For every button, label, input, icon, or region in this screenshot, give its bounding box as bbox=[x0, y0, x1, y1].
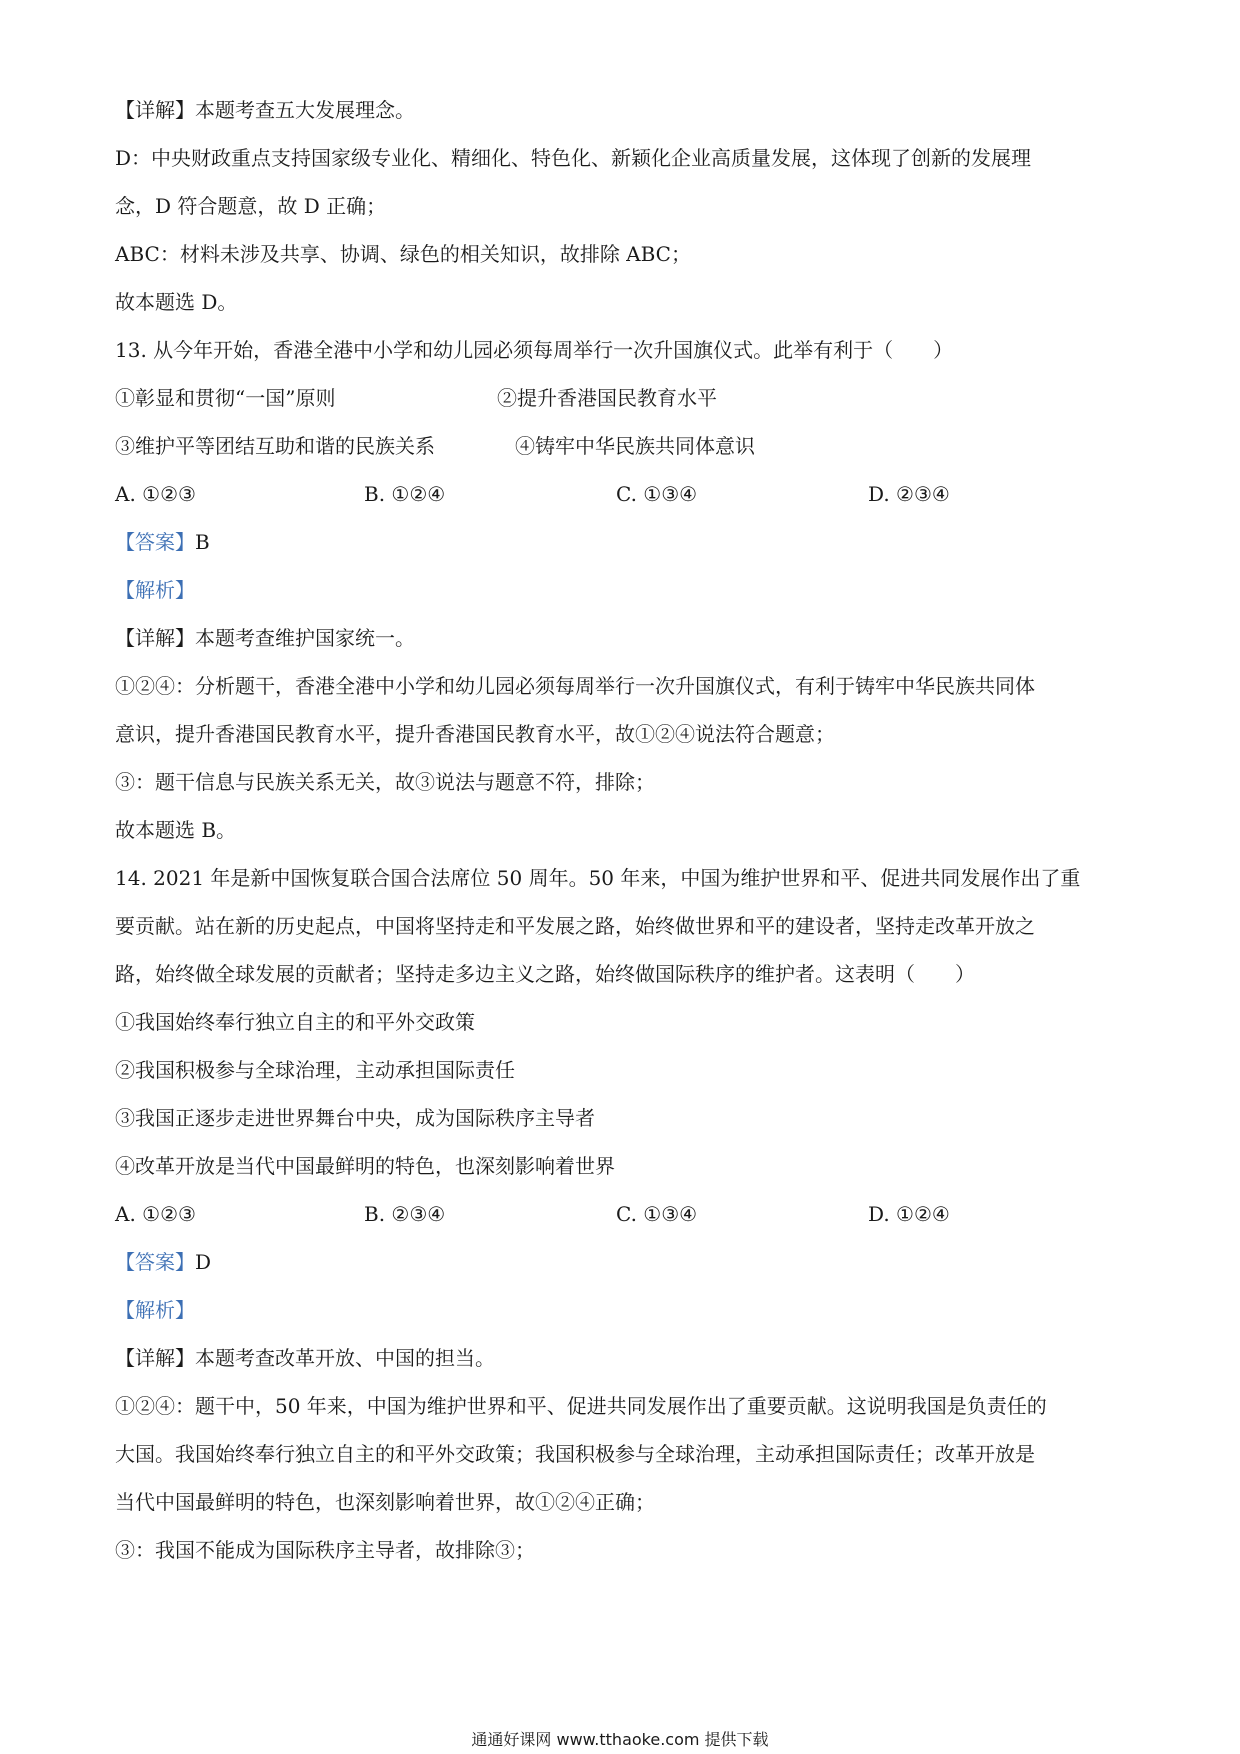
q14-option-a: A. ①②③ bbox=[115, 1202, 196, 1226]
q14-stem-line1: 14. 2021 年是新中国恢复联合国合法席位 50 周年。50 年来，中国为维护世界和平、促进共同发展作出了重 bbox=[115, 866, 1081, 890]
q14-item-1: ①我国始终奉行独立自主的和平外交政策 bbox=[115, 1010, 475, 1034]
q14-detail: 【详解】本题考查改革开放、中国的担当。 bbox=[115, 1346, 495, 1370]
q14-option-c: C. ①③④ bbox=[616, 1202, 698, 1226]
q14-option-d: D. ①②④ bbox=[868, 1202, 950, 1226]
q13-option-a: A. ①②③ bbox=[115, 482, 196, 506]
q13-analysis-label: 【解析】 bbox=[115, 578, 195, 602]
q14-explanation-1-line3: 当代中国最鲜明的特色，也深刻影响着世界，故①②④正确； bbox=[115, 1490, 655, 1514]
q14-item-2: ②我国积极参与全球治理，主动承担国际责任 bbox=[115, 1058, 515, 1082]
q12-explanation-abc: ABC：材料未涉及共享、协调、绿色的相关知识，故排除 ABC； bbox=[115, 242, 691, 266]
q14-stem-line2: 要贡献。站在新的历史起点，中国将坚持走和平发展之路，始终做世界和平的建设者，坚持走改革开放之 bbox=[115, 914, 1035, 938]
q13-item-1: ①彰显和贯彻“一国”原则 bbox=[115, 386, 336, 410]
page-footer: 通通好课网 www.tthaoke.com 提供下载 bbox=[471, 1730, 769, 1749]
q14-analysis-label: 【解析】 bbox=[115, 1298, 195, 1322]
q13-explanation-2: ③：题干信息与民族关系无关，故③说法与题意不符，排除； bbox=[115, 770, 655, 794]
q13-item-2: ②提升香港国民教育水平 bbox=[497, 386, 717, 410]
q12-conclusion: 故本题选 D。 bbox=[115, 290, 238, 314]
q14-answer bbox=[115, 1248, 211, 1276]
q13-explanation-1-line2: 意识，提升香港国民教育水平，提升香港国民教育水平，故①②④说法符合题意； bbox=[115, 722, 835, 746]
q14-explanation-2: ③：我国不能成为国际秩序主导者，故排除③； bbox=[115, 1538, 535, 1562]
q14-item-4: ④改革开放是当代中国最鲜明的特色，也深刻影响着世界 bbox=[115, 1154, 615, 1178]
q14-answer-label: 【答案】 bbox=[115, 1250, 195, 1274]
q14-answer-value: D bbox=[195, 1250, 212, 1274]
q13-stem: 13. 从今年开始，香港全港中小学和幼儿园必须每周举行一次升国旗仪式。此举有利于（ ） bbox=[115, 338, 954, 362]
q14-explanation-1-line2: 大国。我国始终奉行独立自主的和平外交政策；我国积极参与全球治理，主动承担国际责任；改革开放是 bbox=[115, 1442, 1035, 1466]
q13-detail: 【详解】本题考查维护国家统一。 bbox=[115, 626, 415, 650]
q13-answer bbox=[115, 528, 210, 556]
q13-explanation-1-line1: ①②④：分析题干，香港全港中小学和幼儿园必须每周举行一次升国旗仪式，有利于铸牢中华民族共同体 bbox=[115, 674, 1035, 698]
q12-explanation-d-line1: D：中央财政重点支持国家级专业化、精细化、特色化、新颖化企业高质量发展，这体现了创新的发展理 bbox=[115, 146, 1032, 170]
q14-item-3: ③我国正逐步走进世界舞台中央，成为国际秩序主导者 bbox=[115, 1106, 595, 1130]
q13-option-d: D. ②③④ bbox=[868, 482, 950, 506]
q14-explanation-1-line1: ①②④：题干中，50 年来，中国为维护世界和平、促进共同发展作出了重要贡献。这说明我国是负责任的 bbox=[115, 1394, 1047, 1418]
q14-option-b: B. ②③④ bbox=[364, 1202, 446, 1226]
q12-explanation-d-line2: 念，D 符合题意，故 D 正确； bbox=[115, 194, 387, 218]
q13-item-3: ③维护平等团结互助和谐的民族关系 bbox=[115, 434, 435, 458]
q14-stem-line3: 路，始终做全球发展的贡献者；坚持走多边主义之路，始终做国际秩序的维护者。这表明（ ） bbox=[115, 962, 975, 986]
q13-conclusion: 故本题选 B。 bbox=[115, 818, 237, 842]
q12-detail: 【详解】本题考查五大发展理念。 bbox=[115, 98, 415, 122]
q13-answer-label: 【答案】 bbox=[115, 530, 195, 554]
q13-item-4: ④铸牢中华民族共同体意识 bbox=[515, 434, 755, 458]
q13-option-c: C. ①③④ bbox=[616, 482, 698, 506]
q13-answer-value: B bbox=[195, 530, 210, 554]
q13-option-b: B. ①②④ bbox=[364, 482, 446, 506]
